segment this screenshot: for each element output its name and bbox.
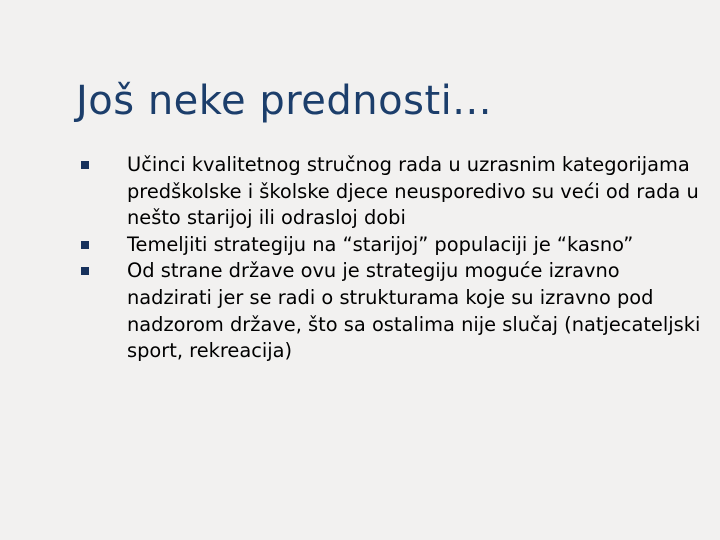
square-bullet-icon	[81, 267, 89, 275]
bullet-item	[81, 232, 701, 259]
bullet-text: Od strane države ovu je strategiju moguće izravno nadzirati jer se radi o strukturama koje su izravno pod nadzorom države, što sa ostalima nije slučaj (natjecateljski sport, rekreacija)	[127, 259, 701, 363]
bullet-text: Učinci kvalitetnog stručnog rada u uzrasnim kategorijama predškolske i školske djece neusporedivo su veći od rada u nešto starijoj ili odrasloj dobi	[127, 153, 699, 230]
bullet-item	[81, 152, 701, 232]
bullet-item	[81, 258, 701, 364]
square-bullet-icon	[81, 161, 89, 169]
bullet-text: Temeljiti strategiju na “starijoj” populaciji je “kasno”	[127, 232, 634, 256]
square-bullet-icon	[81, 241, 89, 249]
bullet-list	[81, 152, 701, 365]
slide-title: Još neke prednosti...	[76, 78, 492, 124]
